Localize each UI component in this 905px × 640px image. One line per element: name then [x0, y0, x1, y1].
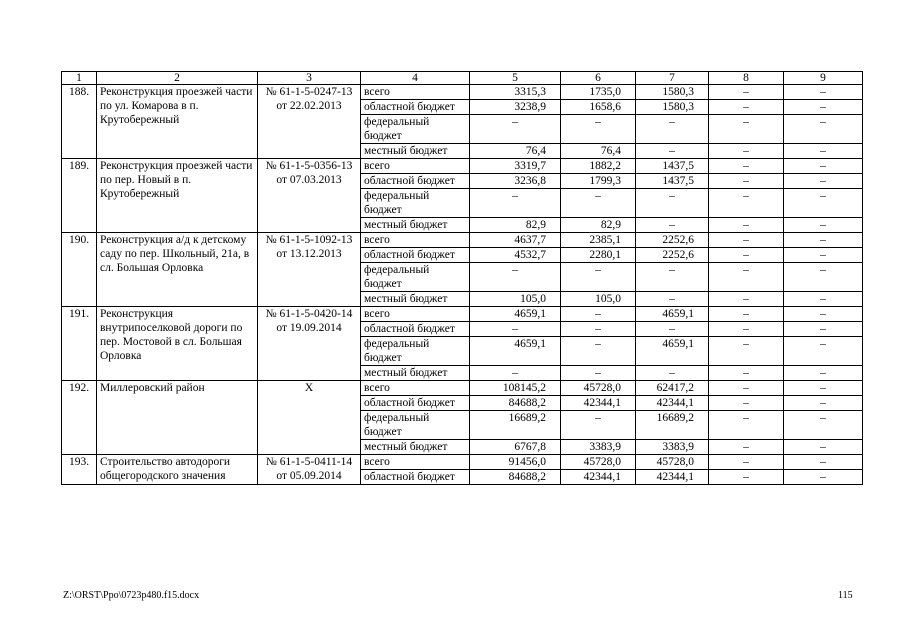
amount-cell: – [561, 115, 636, 144]
amount-cell: – [784, 218, 863, 233]
amount-cell: 45728,0 [561, 381, 636, 396]
amount-cell: – [561, 322, 636, 337]
item-number: 192. [62, 381, 97, 455]
amount-cell: – [561, 411, 636, 440]
registration-number: № 61-1-5-0420-14 от 19.09.2014 [258, 307, 361, 381]
amount-cell: – [709, 396, 784, 411]
amount-cell: – [709, 100, 784, 115]
object-name: Реконструкция внутрипоселковой дороги по пер. Мостовой в сл. Большая Орловка [97, 307, 258, 381]
registration-number: № 61-1-5-0356-13 от 07.03.2013 [258, 159, 361, 233]
amount-cell: – [784, 100, 863, 115]
item-number: 190. [62, 233, 97, 307]
amount-cell: 2252,6 [636, 248, 709, 263]
object-name: Миллеровский район [97, 381, 258, 455]
amount-cell: 76,4 [470, 144, 561, 159]
amount-cell: – [784, 85, 863, 100]
amount-cell: – [561, 263, 636, 292]
amount-cell: – [709, 292, 784, 307]
amount-cell: 1437,5 [636, 174, 709, 189]
funding-source: местный бюджет [361, 440, 470, 455]
amount-cell: – [636, 263, 709, 292]
funding-source: местный бюджет [361, 144, 470, 159]
funding-source: всего [361, 159, 470, 174]
amount-cell: 1580,3 [636, 100, 709, 115]
registration-number: № 61-1-5-0247-13 от 22.02.2013 [258, 85, 361, 159]
item-number: 191. [62, 307, 97, 381]
amount-cell: 16689,2 [470, 411, 561, 440]
funding-source: областной бюджет [361, 248, 470, 263]
funding-source: областной бюджет [361, 174, 470, 189]
amount-cell: – [784, 396, 863, 411]
object-name: Реконструкция а/д к детскому саду по пер. Школьный, 21а, в сл. Большая Орловка [97, 233, 258, 307]
amount-cell: 105,0 [561, 292, 636, 307]
amount-cell: 1437,5 [636, 159, 709, 174]
amount-cell: – [561, 189, 636, 218]
amount-cell: – [784, 233, 863, 248]
amount-cell: 1799,3 [561, 174, 636, 189]
amount-cell: 105,0 [470, 292, 561, 307]
amount-cell: 4532,7 [470, 248, 561, 263]
amount-cell: – [709, 337, 784, 366]
amount-cell: – [784, 381, 863, 396]
amount-cell: – [784, 440, 863, 455]
amount-cell: – [784, 307, 863, 322]
budget-table [61, 71, 863, 485]
column-number: 6 [561, 72, 636, 85]
amount-cell: – [784, 292, 863, 307]
amount-cell: 4659,1 [636, 307, 709, 322]
amount-cell: – [784, 144, 863, 159]
amount-cell: – [709, 248, 784, 263]
amount-cell: – [636, 189, 709, 218]
amount-cell: – [784, 470, 863, 485]
amount-cell: – [784, 337, 863, 366]
item-number: 188. [62, 85, 97, 159]
amount-cell: – [784, 248, 863, 263]
column-number: 4 [361, 72, 470, 85]
amount-cell: – [709, 470, 784, 485]
amount-cell: 45728,0 [636, 455, 709, 470]
amount-cell: 45728,0 [561, 455, 636, 470]
object-name: Реконструкция проезжей части по ул. Комарова в п. Крутобережный [97, 85, 258, 159]
funding-source: всего [361, 381, 470, 396]
registration-number: № 61-1-5-0411-14 от 05.09.2014 [258, 455, 361, 485]
amount-cell: 42344,1 [636, 396, 709, 411]
table-row [62, 85, 863, 100]
funding-source: областной бюджет [361, 470, 470, 485]
amount-cell: – [784, 174, 863, 189]
funding-source: местный бюджет [361, 366, 470, 381]
amount-cell: – [709, 381, 784, 396]
amount-cell: 76,4 [561, 144, 636, 159]
column-number: 7 [636, 72, 709, 85]
amount-cell: 1658,6 [561, 100, 636, 115]
amount-cell: – [784, 159, 863, 174]
funding-source: федеральный бюджет [361, 337, 470, 366]
amount-cell: 2280,1 [561, 248, 636, 263]
funding-source: всего [361, 85, 470, 100]
amount-cell: 82,9 [470, 218, 561, 233]
column-number: 1 [62, 72, 97, 85]
amount-cell: 84688,2 [470, 470, 561, 485]
table-row [62, 233, 863, 248]
amount-cell: – [470, 322, 561, 337]
amount-cell: – [784, 322, 863, 337]
amount-cell: 2385,1 [561, 233, 636, 248]
amount-cell: – [709, 411, 784, 440]
funding-source: областной бюджет [361, 322, 470, 337]
funding-source: федеральный бюджет [361, 411, 470, 440]
amount-cell: – [561, 337, 636, 366]
funding-source: областной бюджет [361, 396, 470, 411]
funding-source: федеральный бюджет [361, 189, 470, 218]
item-number: 189. [62, 159, 97, 233]
amount-cell: 1735,0 [561, 85, 636, 100]
amount-cell: 84688,2 [470, 396, 561, 411]
amount-cell: 3238,9 [470, 100, 561, 115]
amount-cell: – [470, 366, 561, 381]
amount-cell: – [561, 307, 636, 322]
page-number: 115 [838, 590, 853, 601]
table-row [62, 381, 863, 396]
amount-cell: – [784, 455, 863, 470]
funding-source: всего [361, 307, 470, 322]
funding-source: областной бюджет [361, 100, 470, 115]
amount-cell: 3319,7 [470, 159, 561, 174]
table-row [62, 307, 863, 322]
amount-cell: 62417,2 [636, 381, 709, 396]
amount-cell: – [561, 366, 636, 381]
amount-cell: 16689,2 [636, 411, 709, 440]
amount-cell: 108145,2 [470, 381, 561, 396]
column-number: 3 [258, 72, 361, 85]
amount-cell: – [709, 263, 784, 292]
column-number: 9 [784, 72, 863, 85]
amount-cell: – [784, 115, 863, 144]
amount-cell: 4659,1 [636, 337, 709, 366]
registration-number: № 61-1-5-1092-13 от 13.12.2013 [258, 233, 361, 307]
funding-source: местный бюджет [361, 218, 470, 233]
object-name: Реконструкция проезжей части по пер. Новый в п. Крутобережный [97, 159, 258, 233]
amount-cell: – [709, 159, 784, 174]
amount-cell: – [709, 322, 784, 337]
footer-file-path: Z:\ORST\Ppo\0723p480.f15.docx [63, 590, 200, 601]
funding-source: федеральный бюджет [361, 115, 470, 144]
amount-cell: – [709, 174, 784, 189]
amount-cell: – [709, 455, 784, 470]
amount-cell: – [636, 144, 709, 159]
amount-cell: – [709, 307, 784, 322]
amount-cell: 42344,1 [561, 470, 636, 485]
amount-cell: 4637,7 [470, 233, 561, 248]
amount-cell: – [709, 366, 784, 381]
amount-cell: – [784, 263, 863, 292]
amount-cell: – [709, 189, 784, 218]
amount-cell: – [784, 411, 863, 440]
amount-cell: – [709, 440, 784, 455]
amount-cell: 4659,1 [470, 307, 561, 322]
amount-cell: 3236,8 [470, 174, 561, 189]
amount-cell: 1882,2 [561, 159, 636, 174]
table-row [62, 159, 863, 174]
amount-cell: – [784, 189, 863, 218]
registration-number: Х [258, 381, 361, 455]
column-number: 8 [709, 72, 784, 85]
amount-cell: – [636, 366, 709, 381]
amount-cell: 42344,1 [636, 470, 709, 485]
amount-cell: – [470, 115, 561, 144]
funding-source: федеральный бюджет [361, 263, 470, 292]
amount-cell: 1580,3 [636, 85, 709, 100]
amount-cell: – [709, 233, 784, 248]
amount-cell: – [470, 263, 561, 292]
column-number-row [62, 72, 863, 85]
amount-cell: 6767,8 [470, 440, 561, 455]
amount-cell: – [636, 292, 709, 307]
amount-cell: 3315,3 [470, 85, 561, 100]
column-number: 5 [470, 72, 561, 85]
amount-cell: – [636, 218, 709, 233]
amount-cell: – [709, 218, 784, 233]
object-name: Строительство автодороги общегородского значения [97, 455, 258, 485]
amount-cell: 2252,6 [636, 233, 709, 248]
table-row [62, 455, 863, 470]
amount-cell: – [470, 189, 561, 218]
item-number: 193. [62, 455, 97, 485]
amount-cell: 3383,9 [636, 440, 709, 455]
funding-source: местный бюджет [361, 292, 470, 307]
amount-cell: 91456,0 [470, 455, 561, 470]
amount-cell: – [709, 85, 784, 100]
amount-cell: 82,9 [561, 218, 636, 233]
column-number: 2 [97, 72, 258, 85]
amount-cell: – [636, 115, 709, 144]
amount-cell: 3383,9 [561, 440, 636, 455]
funding-source: всего [361, 233, 470, 248]
funding-source: всего [361, 455, 470, 470]
amount-cell: – [784, 366, 863, 381]
amount-cell: 42344,1 [561, 396, 636, 411]
amount-cell: – [709, 115, 784, 144]
amount-cell: – [636, 322, 709, 337]
amount-cell: 4659,1 [470, 337, 561, 366]
amount-cell: – [709, 144, 784, 159]
